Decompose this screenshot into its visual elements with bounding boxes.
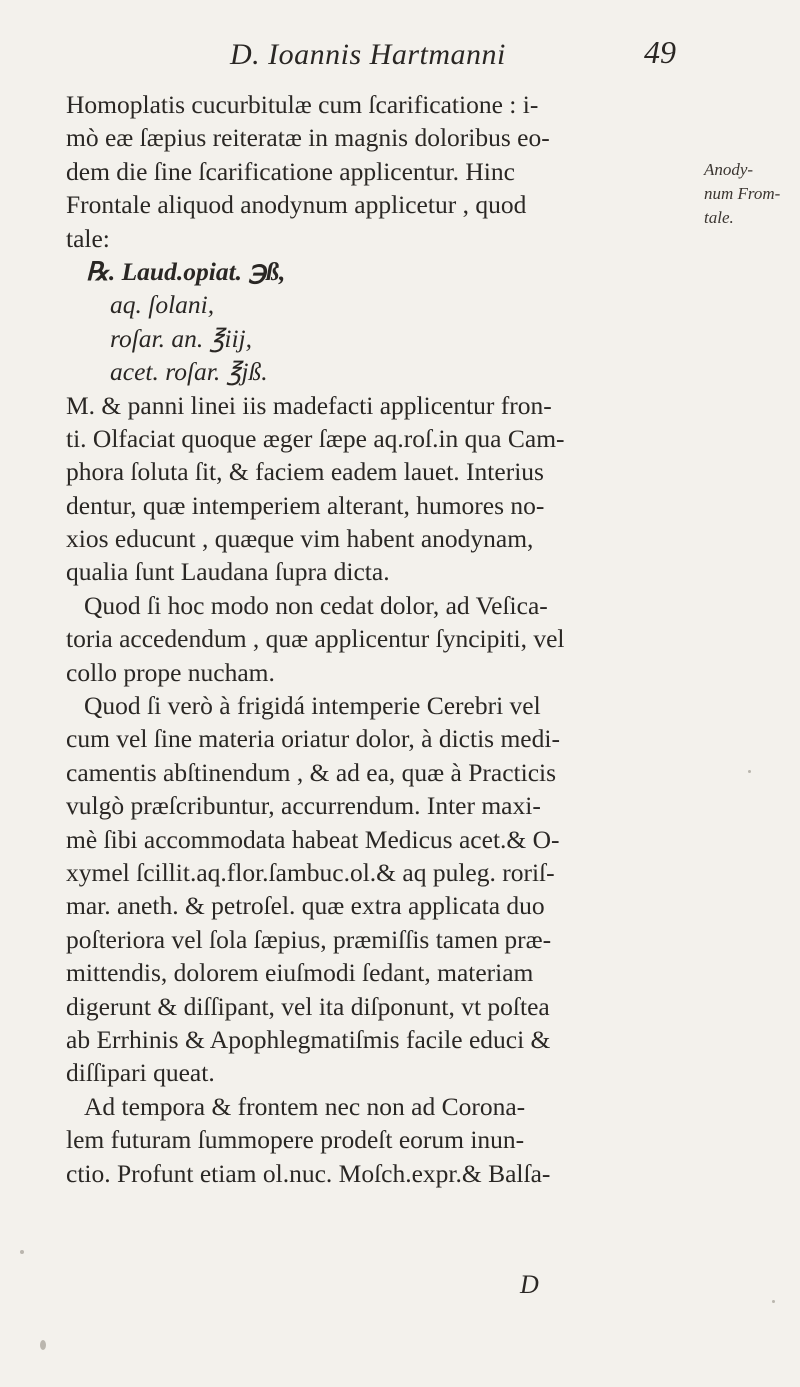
text-line: M. & panni linei iis madefacti applicentur fron-: [66, 390, 552, 420]
text-line: lem futuram ſummopere prodeſt eorum inun-: [66, 1125, 525, 1155]
text-line: tale:: [66, 223, 110, 253]
margin-note: [704, 158, 800, 230]
text-line: toria accedendum , quæ applicentur ſyncipiti, vel: [66, 624, 565, 654]
text-line: collo prope nucham.: [66, 657, 275, 687]
text-line: vulgò præſcribuntur, accurrendum. Inter maxi-: [66, 791, 541, 821]
body-text: [66, 88, 696, 1190]
paper-speck: [20, 1250, 24, 1254]
paragraph-start: Quod ſi hoc modo non cedat dolor, ad Veſica-: [84, 590, 548, 620]
paper-speck: [40, 1340, 46, 1350]
text-line: ab Errhinis & Apophlegmatiſmis facile educi &: [66, 1024, 551, 1054]
margin-note-line: num From-: [704, 184, 781, 203]
catchword: D: [520, 1270, 539, 1299]
text-line: xios educunt , quæque vim habent anodynam,: [66, 524, 534, 554]
text-line: diſſipari queat.: [66, 1058, 215, 1088]
text-line: Homoplatis cucurbitulæ cum ſcarificatione : i-: [66, 90, 539, 119]
paragraph-start: Quod ſi verò à frigidá intemperie Cerebri vel: [84, 691, 541, 721]
text-line: ctio. Profunt etiam ol.nuc. Moſch.expr.& Balſa-: [66, 1158, 551, 1188]
recipe-ingredient: aq. ſolani,: [110, 290, 215, 320]
paper-speck: [772, 1300, 775, 1303]
paragraph-start: Ad tempora & frontem nec non ad Corona-: [84, 1091, 526, 1121]
text-line: ti. Olfaciat quoque æger ſæpe aq.roſ.in qua Cam-: [66, 423, 565, 453]
page-header: [0, 34, 800, 78]
margin-note-line: Anody-: [704, 160, 754, 179]
text-line: camentis abſtinendum , & ad ea, quæ à Practicis: [66, 757, 557, 787]
text-line: digerunt & diſſipant, vel ita diſponunt, vt poſtea: [66, 991, 550, 1021]
text-line: xymel ſcillit.aq.flor.ſambuc.ol.& aq puleg. roriſ-: [66, 857, 555, 887]
recipe-title: ℞. Laud.opiat. ℈ß,: [86, 256, 286, 286]
recipe-ingredient: roſar. an. ℥iij,: [110, 323, 253, 353]
running-head: D. Ioannis Hartmanni: [230, 38, 506, 71]
text-line: mè ſibi accommodata habeat Medicus acet.& O-: [66, 824, 560, 854]
text-line: qualia ſunt Laudana ſupra dicta.: [66, 557, 390, 587]
text-line: poſteriora vel ſola ſæpius, præmiſſis tamen præ-: [66, 924, 552, 954]
text-line: mò eæ ſæpius reiteratæ in magnis doloribus eo-: [66, 123, 550, 153]
text-line: cum vel ſine materia oriatur dolor, à dictis medi-: [66, 724, 560, 754]
margin-note-line: tale.: [704, 208, 734, 227]
recipe-ingredient: acet. roſar. ℥jß.: [110, 357, 268, 387]
paper-speck: [748, 770, 751, 773]
text-line: mar. aneth. & petroſel. quæ extra applicata duo: [66, 891, 545, 921]
text-line: dem die ſine ſcarificatione applicentur. Hinc: [66, 156, 515, 186]
text-line: mittendis, dolorem eiuſmodi ſedant, materiam: [66, 958, 534, 988]
text-line: phora ſoluta ſit, & faciem eadem lauet. Interius: [66, 457, 544, 487]
text-line: Frontale aliquod anodynum applicetur , quod: [66, 190, 527, 220]
text-line: dentur, quæ intemperiem alterant, humores no-: [66, 490, 545, 520]
page-number: 49: [644, 34, 676, 70]
